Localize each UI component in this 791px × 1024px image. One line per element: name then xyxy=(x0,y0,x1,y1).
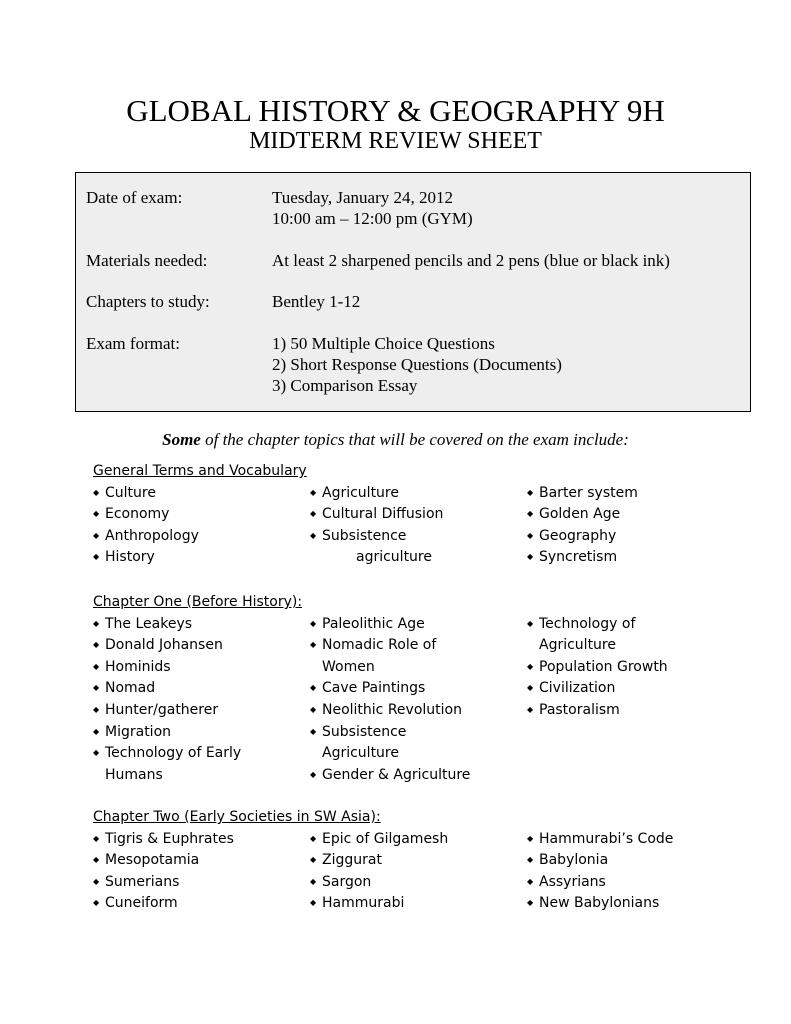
topic-item xyxy=(310,895,404,911)
topic-text: Ziggurat xyxy=(322,852,382,869)
diamond-bullet-icon: ◆ xyxy=(93,618,100,628)
topic-item xyxy=(93,506,169,522)
diamond-bullet-icon: ◆ xyxy=(310,769,317,779)
topic-text: New Babylonians xyxy=(539,895,660,912)
diamond-bullet-icon: ◆ xyxy=(527,833,534,843)
diamond-bullet-icon: ◆ xyxy=(527,661,534,671)
diamond-bullet-icon: ◆ xyxy=(93,876,100,886)
topic-item xyxy=(310,874,371,890)
topic-item xyxy=(310,528,406,544)
info-label: Date of exam: xyxy=(86,188,183,207)
document-subtitle: MIDTERM REVIEW SHEET xyxy=(249,128,542,154)
topic-item xyxy=(93,874,179,890)
diamond-bullet-icon: ◆ xyxy=(93,855,100,865)
topic-text: Geography xyxy=(539,527,617,544)
topic-text: Neolithic Revolution xyxy=(322,702,462,718)
diamond-bullet-icon: ◆ xyxy=(310,487,317,497)
topic-text: Hammurabi xyxy=(322,895,405,912)
topic-text: Technology of Early xyxy=(105,745,242,762)
document-title: GLOBAL HISTORY & GEOGRAPHY 9H xyxy=(126,93,665,128)
topic-text: Agriculture xyxy=(322,745,399,762)
topic-item-continuation xyxy=(356,549,432,565)
info-value: 10:00 am – 12:00 pm (GYM) xyxy=(272,209,473,228)
topic-text: Civilization xyxy=(539,680,616,697)
topic-text: Nomad xyxy=(105,680,156,697)
topic-text: Subsistence xyxy=(322,527,407,544)
diamond-bullet-icon: ◆ xyxy=(93,726,100,736)
topic-text: Anthropology xyxy=(105,527,199,544)
topic-text: Babylonia xyxy=(539,852,609,869)
topic-text: Barter system xyxy=(539,484,638,501)
diamond-bullet-icon: ◆ xyxy=(93,487,100,497)
topic-item xyxy=(310,852,382,868)
diamond-bullet-icon: ◆ xyxy=(527,509,534,519)
topic-text: Golden Age xyxy=(539,506,621,523)
diamond-bullet-icon: ◆ xyxy=(93,748,100,758)
diamond-bullet-icon: ◆ xyxy=(310,876,317,886)
topic-item xyxy=(527,702,620,718)
topic-item xyxy=(93,895,178,911)
topic-item xyxy=(310,831,448,847)
diamond-bullet-icon: ◆ xyxy=(310,726,317,736)
section-heading: Chapter Two (Early Societies in SW Asia): xyxy=(93,809,381,825)
topic-item xyxy=(310,616,425,632)
diamond-bullet-icon: ◆ xyxy=(310,683,317,693)
exam-info-box xyxy=(75,172,751,412)
topic-item xyxy=(310,702,462,718)
topic-item xyxy=(527,616,635,632)
topic-text: The Leakeys xyxy=(105,615,193,632)
diamond-bullet-icon: ◆ xyxy=(93,552,100,562)
topic-item xyxy=(93,637,223,653)
info-label: Exam format: xyxy=(86,334,180,353)
diamond-bullet-icon: ◆ xyxy=(93,640,100,650)
intro-bold: Some xyxy=(162,430,201,449)
topic-text: Agriculture xyxy=(322,484,399,501)
intro-text xyxy=(0,430,791,450)
topic-text: Pastoralism xyxy=(539,702,620,718)
info-label: Materials needed: xyxy=(86,251,208,270)
diamond-bullet-icon: ◆ xyxy=(527,898,534,908)
diamond-bullet-icon: ◆ xyxy=(527,530,534,540)
diamond-bullet-icon: ◆ xyxy=(93,683,100,693)
diamond-bullet-icon: ◆ xyxy=(527,552,534,562)
topic-text: agriculture xyxy=(356,549,432,566)
topic-text: Sargon xyxy=(322,873,372,890)
topic-text: Mesopotamia xyxy=(105,852,200,869)
topic-item xyxy=(93,724,171,740)
topic-text: Subsistence xyxy=(322,723,407,740)
topic-text: Migration xyxy=(105,723,172,740)
topic-text: Population Growth xyxy=(539,658,668,675)
topic-item xyxy=(527,528,616,544)
topic-item xyxy=(93,831,234,847)
info-value: Tuesday, January 24, 2012 xyxy=(272,188,454,207)
topic-text: Nomadic Role of xyxy=(322,637,437,654)
intro-rest: of the chapter topics that will be covered on the exam include: xyxy=(200,430,629,449)
info-value: 3) Comparison Essay xyxy=(272,376,418,395)
section-heading: General Terms and Vocabulary xyxy=(93,463,307,479)
topic-text: History xyxy=(105,549,155,566)
diamond-bullet-icon: ◆ xyxy=(310,509,317,519)
info-value: Bentley 1-12 xyxy=(272,292,361,311)
topic-item xyxy=(310,637,436,653)
topic-item xyxy=(310,767,470,783)
diamond-bullet-icon: ◆ xyxy=(93,833,100,843)
diamond-bullet-icon: ◆ xyxy=(93,530,100,540)
diamond-bullet-icon: ◆ xyxy=(527,618,534,628)
topic-item xyxy=(93,852,199,868)
topic-text: Epic of Gilgamesh xyxy=(322,830,449,847)
diamond-bullet-icon: ◆ xyxy=(310,618,317,628)
topic-text: Paleolithic Age xyxy=(322,615,425,632)
topic-text: Hunter/gatherer xyxy=(105,702,219,718)
topic-item xyxy=(527,831,673,847)
diamond-bullet-icon: ◆ xyxy=(527,855,534,865)
topic-item xyxy=(527,680,615,696)
topic-text: Hominids xyxy=(105,658,171,675)
diamond-bullet-icon: ◆ xyxy=(527,876,534,886)
topic-item xyxy=(310,506,443,522)
topic-item xyxy=(310,724,406,740)
diamond-bullet-icon: ◆ xyxy=(310,898,317,908)
topic-item xyxy=(93,485,156,501)
topic-text: Technology of xyxy=(539,615,636,632)
topic-text: Hammurabi’s Code xyxy=(539,830,674,847)
info-label: Chapters to study: xyxy=(86,292,210,311)
diamond-bullet-icon: ◆ xyxy=(527,705,534,714)
topic-text: Gender & Agriculture xyxy=(322,766,471,783)
topic-item xyxy=(310,485,399,501)
diamond-bullet-icon: ◆ xyxy=(310,530,317,540)
topic-text: Agriculture xyxy=(539,637,616,654)
topic-text: Women xyxy=(322,658,375,675)
topic-text: Culture xyxy=(105,484,156,501)
topic-item xyxy=(527,485,638,501)
topic-item xyxy=(527,659,668,675)
topic-item xyxy=(93,549,155,565)
topic-item xyxy=(310,680,425,696)
diamond-bullet-icon: ◆ xyxy=(310,640,317,650)
diamond-bullet-icon: ◆ xyxy=(93,705,100,714)
topic-text: Donald Johansen xyxy=(105,637,223,654)
topic-item xyxy=(527,506,620,522)
topic-text: Humans xyxy=(105,766,163,783)
diamond-bullet-icon: ◆ xyxy=(93,661,100,671)
section-heading: Chapter One (Before History): xyxy=(93,594,303,610)
topic-item-continuation xyxy=(105,767,163,783)
topic-text: Tigris & Euphrates xyxy=(105,830,234,847)
topic-item xyxy=(527,895,659,911)
topic-text: Sumerians xyxy=(105,873,180,890)
topic-item xyxy=(93,616,192,632)
topic-item xyxy=(527,874,606,890)
diamond-bullet-icon: ◆ xyxy=(310,833,317,843)
topic-item-continuation xyxy=(322,745,399,761)
info-value: 1) 50 Multiple Choice Questions xyxy=(272,334,495,353)
diamond-bullet-icon: ◆ xyxy=(310,855,317,865)
topic-item-continuation xyxy=(539,637,616,653)
topic-item xyxy=(93,659,171,675)
diamond-bullet-icon: ◆ xyxy=(527,683,534,693)
topic-item xyxy=(93,680,155,696)
topic-item xyxy=(527,549,617,565)
topic-text: Syncretism xyxy=(539,549,618,566)
topic-text: Assyrians xyxy=(539,873,606,890)
topic-item-continuation xyxy=(322,659,375,675)
topic-text: Cultural Diffusion xyxy=(322,506,444,523)
info-value: 2) Short Response Questions (Documents) xyxy=(272,355,562,374)
diamond-bullet-icon: ◆ xyxy=(527,487,534,497)
topic-item xyxy=(527,852,608,868)
info-value: At least 2 sharpened pencils and 2 pens (blue or black ink) xyxy=(272,251,670,270)
topic-item xyxy=(93,702,218,718)
topic-text: Cave Paintings xyxy=(322,680,426,697)
diamond-bullet-icon: ◆ xyxy=(310,705,317,714)
topic-text: Cuneiform xyxy=(105,895,178,912)
diamond-bullet-icon: ◆ xyxy=(93,898,100,908)
topic-item xyxy=(93,745,241,761)
topic-text: Economy xyxy=(105,506,170,523)
topic-item xyxy=(93,528,199,544)
diamond-bullet-icon: ◆ xyxy=(93,509,100,519)
